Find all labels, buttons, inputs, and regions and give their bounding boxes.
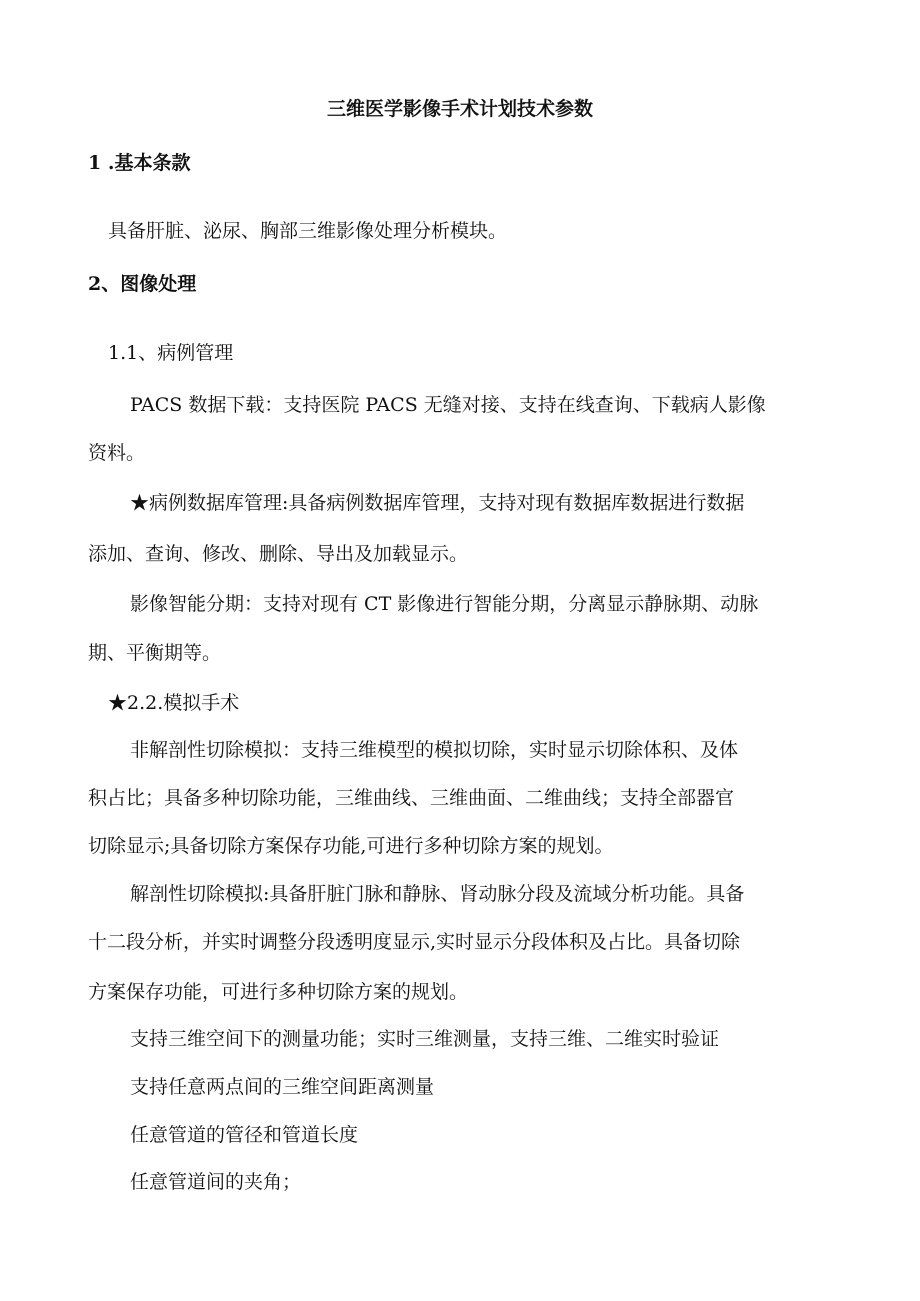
- paragraph-pacs-line-1: PACS 数据下载：支持医院 PACS 无缝对接、支持在线查询、下载病人影像: [130, 394, 766, 416]
- paragraph-non-anatomic-line-3: 切除显示;具备切除方案保存功能,可进行多种切除方案的规划。: [88, 835, 614, 857]
- paragraph-pacs-line-2: 资料。: [88, 442, 146, 464]
- paragraph-case-db-line-2: 添加、查询、修改、删除、导出及加载显示。: [88, 543, 469, 565]
- paragraph-vessel-angle: 任意管道间的夹角；: [130, 1171, 302, 1193]
- paragraph-distance-measurement: 支持任意两点间的三维空间距离测量: [130, 1076, 435, 1098]
- paragraph-phase-line-1: 影像智能分期：支持对现有 CT 影像进行智能分期，分离显示静脉期、动脉: [130, 593, 759, 615]
- paragraph-non-anatomic-line-2: 积占比；具备多种切除功能，三维曲线、三维曲面、二维曲线；支持全部器官: [88, 787, 735, 809]
- paragraph-anatomic-line-2: 十二段分析，并实时调整分段透明度显示,实时显示分段体积及占比。具备切除: [88, 931, 741, 953]
- paragraph-measurement: 支持三维空间下的测量功能；实时三维测量，支持三维、二维实时验证: [130, 1028, 720, 1050]
- section-heading-image-processing: 2、图像处理: [88, 273, 197, 295]
- paragraph-vessel-diameter: 任意管道的管径和管道长度: [130, 1124, 359, 1146]
- paragraph-non-anatomic-line-1: 非解剖性切除模拟：支持三维模型的模拟切除，实时显示切除体积、及体: [130, 739, 739, 761]
- subheading-case-management: 1.1、病例管理: [108, 342, 234, 364]
- section-heading-basic-terms: 1 .基本条款: [88, 152, 191, 174]
- subheading-simulated-surgery: ★2.2.模拟手术: [108, 692, 240, 714]
- document-title: 三维医学影像手术计划技术参数: [326, 98, 593, 120]
- paragraph-phase-line-2: 期、平衡期等。: [88, 642, 222, 664]
- paragraph-case-db-line-1: ★病例数据库管理:具备病例数据库管理，支持对现有数据库数据进行数据: [130, 492, 745, 514]
- paragraph-anatomic-line-3: 方案保存功能，可进行多种切除方案的规划。: [88, 981, 469, 1003]
- paragraph-modules: 具备肝脏、泌尿、胸部三维影像处理分析模块。: [108, 220, 508, 242]
- paragraph-anatomic-line-1: 解剖性切除模拟:具备肝脏门脉和静脉、肾动脉分段及流域分析功能。具备: [130, 883, 745, 905]
